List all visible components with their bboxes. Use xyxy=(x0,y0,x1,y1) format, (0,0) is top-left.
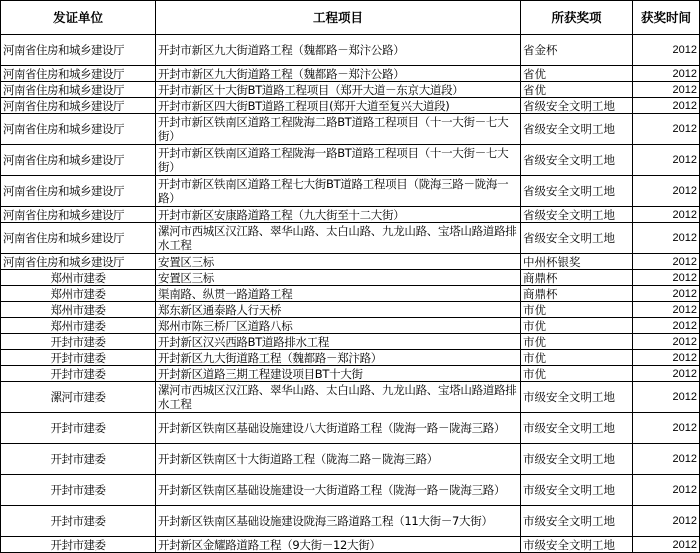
cell-award: 省级安全文明工地 xyxy=(521,176,633,207)
cell-award: 中州杯银奖 xyxy=(521,254,633,270)
cell-award: 市优 xyxy=(521,302,633,318)
cell-unit: 河南省住房和城乡建设厅 xyxy=(1,145,156,176)
table-row xyxy=(1,302,700,318)
cell-award: 省级安全文明工地 xyxy=(521,145,633,176)
table-row xyxy=(1,286,700,302)
cell-project: 开封市新区安康路道路工程（九大街至十二大街） xyxy=(156,207,521,223)
table-row xyxy=(1,98,700,114)
cell-project: 开封市新区十大街BT道路工程项目（郑开大道－东京大道段） xyxy=(156,82,521,98)
cell-year: 2012 xyxy=(633,145,700,176)
cell-year: 2012 xyxy=(633,286,700,302)
cell-unit: 河南省住房和城乡建设厅 xyxy=(1,207,156,223)
cell-project: 漯河市西城区汉江路、翠华山路、太白山路、九龙山路、宝塔山路道路排水工程 xyxy=(156,382,521,413)
cell-award: 市级安全文明工地 xyxy=(521,444,633,475)
table-row xyxy=(1,366,700,382)
table-row xyxy=(1,35,700,66)
cell-project: 开封市新区铁南区道路工程陇海一路BT道路工程项目（十一大街－七大街） xyxy=(156,145,521,176)
cell-award: 市级安全文明工地 xyxy=(521,382,633,413)
cell-project: 开封新区铁南区基础设施建设八大街道路工程（陇海一路－陇海三路） xyxy=(156,413,521,444)
cell-unit: 开封市建委 xyxy=(1,413,156,444)
table-row xyxy=(1,114,700,145)
table-row xyxy=(1,82,700,98)
cell-unit: 河南省住房和城乡建设厅 xyxy=(1,223,156,254)
header-unit: 发证单位 xyxy=(1,1,156,35)
table-row xyxy=(1,506,700,537)
cell-award: 省级安全文明工地 xyxy=(521,207,633,223)
cell-project: 开封市新区四大街BT道路工程项目(郑开大道至复兴大道段) xyxy=(156,98,521,114)
header-project: 工程项目 xyxy=(156,1,521,35)
cell-project: 开封新区金耀路道路工程（9大街－12大街） xyxy=(156,537,521,553)
cell-year: 2012 xyxy=(633,413,700,444)
cell-unit: 开封市建委 xyxy=(1,350,156,366)
table-row xyxy=(1,207,700,223)
cell-unit: 河南省住房和城乡建设厅 xyxy=(1,254,156,270)
cell-year: 2012 xyxy=(633,66,700,82)
cell-project: 开封新区汉兴西路BT道路排水工程 xyxy=(156,334,521,350)
table-row xyxy=(1,334,700,350)
cell-year: 2012 xyxy=(633,270,700,286)
cell-award: 省优 xyxy=(521,66,633,82)
cell-project: 开封新区铁南区基础设施建设一大街道路工程（陇海一路－陇海三路） xyxy=(156,475,521,506)
table-row xyxy=(1,270,700,286)
cell-unit: 开封市建委 xyxy=(1,506,156,537)
cell-award: 商鼎杯 xyxy=(521,286,633,302)
cell-award: 省金杯 xyxy=(521,35,633,66)
cell-year: 2012 xyxy=(633,506,700,537)
cell-project: 开封市新区九大街道路工程（魏都路－郑汴公路） xyxy=(156,66,521,82)
cell-award: 市优 xyxy=(521,366,633,382)
cell-year: 2012 xyxy=(633,444,700,475)
cell-project: 郑东新区通泰路人行天桥 xyxy=(156,302,521,318)
cell-unit: 漯河市建委 xyxy=(1,382,156,413)
cell-year: 2012 xyxy=(633,302,700,318)
cell-year: 2012 xyxy=(633,318,700,334)
cell-unit: 开封市建委 xyxy=(1,334,156,350)
table-row xyxy=(1,318,700,334)
cell-year: 2012 xyxy=(633,475,700,506)
cell-project: 安置区三标 xyxy=(156,254,521,270)
cell-project: 开封市新区九大街道路工程（魏都路－郑汴公路） xyxy=(156,35,521,66)
cell-award: 市级安全文明工地 xyxy=(521,537,633,553)
cell-year: 2012 xyxy=(633,350,700,366)
cell-unit: 河南省住房和城乡建设厅 xyxy=(1,176,156,207)
cell-award: 市优 xyxy=(521,334,633,350)
cell-year: 2012 xyxy=(633,537,700,553)
table-body xyxy=(1,35,700,553)
table-row xyxy=(1,66,700,82)
cell-project: 漯河市西城区汉江路、翠华山路、太白山路、九龙山路、宝塔山路道路排水工程 xyxy=(156,223,521,254)
cell-year: 2012 xyxy=(633,98,700,114)
cell-unit: 河南省住房和城乡建设厅 xyxy=(1,114,156,145)
cell-unit: 河南省住房和城乡建设厅 xyxy=(1,35,156,66)
table-row xyxy=(1,254,700,270)
cell-year: 2012 xyxy=(633,366,700,382)
cell-unit: 开封市建委 xyxy=(1,537,156,553)
cell-award: 市级安全文明工地 xyxy=(521,475,633,506)
cell-unit: 河南省住房和城乡建设厅 xyxy=(1,82,156,98)
table-row xyxy=(1,145,700,176)
cell-project: 安置区三标 xyxy=(156,270,521,286)
cell-unit: 开封市建委 xyxy=(1,475,156,506)
cell-year: 2012 xyxy=(633,334,700,350)
cell-unit: 郑州市建委 xyxy=(1,270,156,286)
cell-year: 2012 xyxy=(633,207,700,223)
cell-project: 渠南路、纵贯一路道路工程 xyxy=(156,286,521,302)
table-row xyxy=(1,475,700,506)
table-row xyxy=(1,537,700,553)
table-row xyxy=(1,382,700,413)
cell-year: 2012 xyxy=(633,82,700,98)
table-row xyxy=(1,176,700,207)
cell-year: 2012 xyxy=(633,382,700,413)
cell-unit: 郑州市建委 xyxy=(1,318,156,334)
cell-year: 2012 xyxy=(633,114,700,145)
cell-unit: 郑州市建委 xyxy=(1,286,156,302)
cell-award: 市优 xyxy=(521,318,633,334)
cell-unit: 河南省住房和城乡建设厅 xyxy=(1,66,156,82)
cell-year: 2012 xyxy=(633,35,700,66)
cell-year: 2012 xyxy=(633,223,700,254)
header-award: 所获奖项 xyxy=(521,1,633,35)
table-row xyxy=(1,413,700,444)
cell-project: 开封市新区铁南区道路工程陇海二路BT道路工程项目（十一大街－七大街） xyxy=(156,114,521,145)
cell-award: 省优 xyxy=(521,82,633,98)
cell-year: 2012 xyxy=(633,176,700,207)
cell-project: 开封市新区铁南区道路工程七大街BT道路工程项目（陇海三路－陇海一路） xyxy=(156,176,521,207)
cell-award: 市级安全文明工地 xyxy=(521,413,633,444)
cell-award: 省级安全文明工地 xyxy=(521,114,633,145)
cell-year: 2012 xyxy=(633,254,700,270)
header-year: 获奖时间 xyxy=(633,1,700,35)
cell-unit: 开封市建委 xyxy=(1,444,156,475)
cell-unit: 郑州市建委 xyxy=(1,302,156,318)
cell-award: 市级安全文明工地 xyxy=(521,506,633,537)
cell-award: 省级安全文明工地 xyxy=(521,223,633,254)
cell-project: 开封新区九大街道路工程（魏都路－郑汴路） xyxy=(156,350,521,366)
cell-project: 开封新区道路三期工程建设项目BT十大街 xyxy=(156,366,521,382)
cell-unit: 河南省住房和城乡建设厅 xyxy=(1,98,156,114)
cell-unit: 开封市建委 xyxy=(1,366,156,382)
cell-award: 商鼎杯 xyxy=(521,270,633,286)
table-row xyxy=(1,444,700,475)
cell-project: 开封新区铁南区十大街道路工程（陇海二路－陇海三路） xyxy=(156,444,521,475)
cell-project: 郑州市陈三桥厂区道路八标 xyxy=(156,318,521,334)
table-row xyxy=(1,350,700,366)
table-row xyxy=(1,223,700,254)
cell-award: 省级安全文明工地 xyxy=(521,98,633,114)
header-row xyxy=(1,1,700,35)
cell-project: 开封新区铁南区基础设施建设陇海三路道路工程（11大街－7大街） xyxy=(156,506,521,537)
cell-award: 市优 xyxy=(521,350,633,366)
